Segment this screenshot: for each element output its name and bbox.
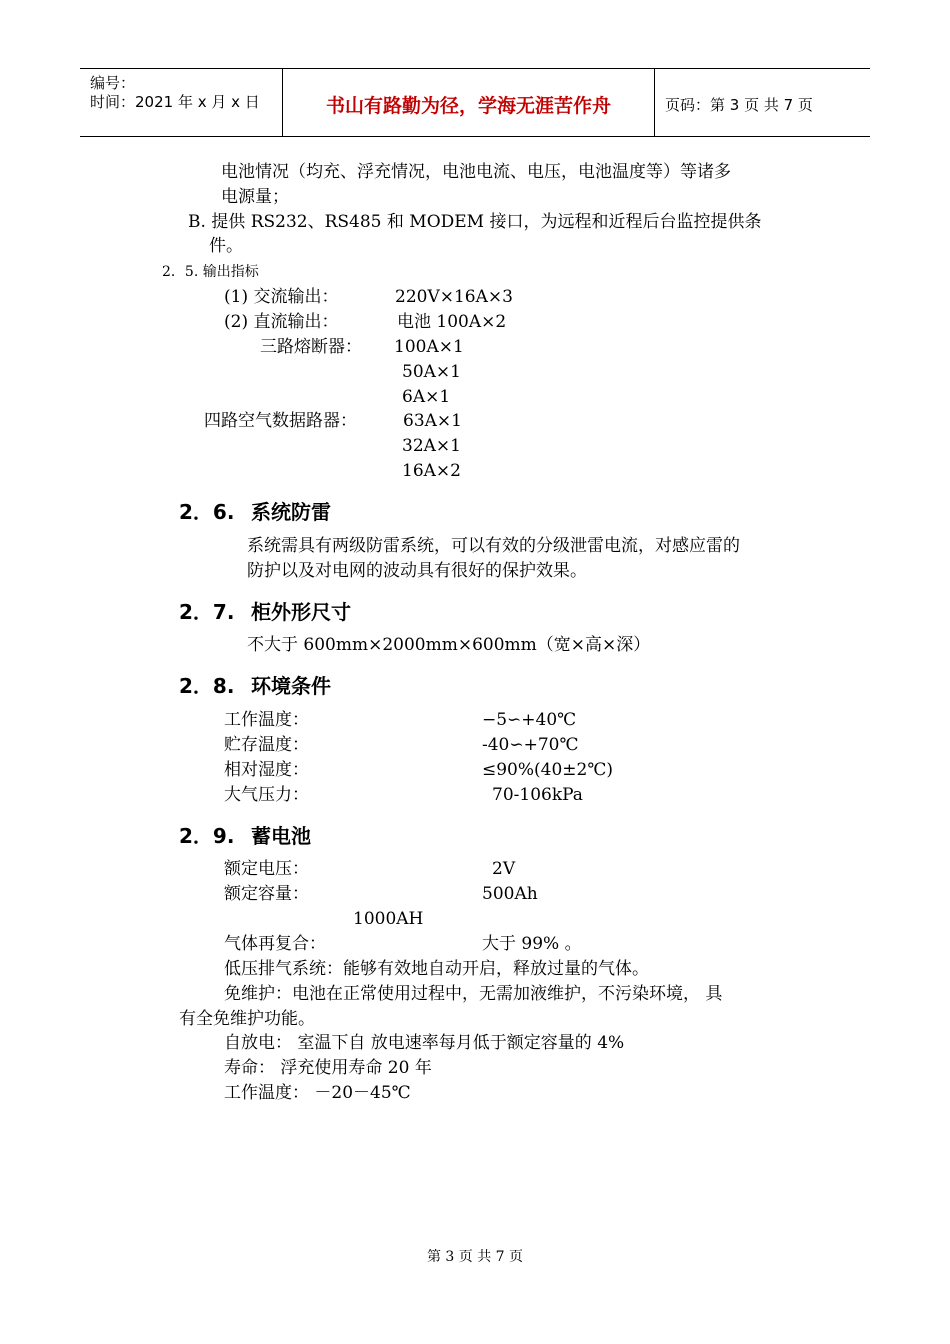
header-motto: 书山有路勤为径，学海无涯苦作舟 [325, 95, 611, 117]
date-line: 时间：2021 年 x 月 x 日 [90, 93, 260, 111]
battery-capacity-value-2: 1000AH [353, 909, 424, 929]
section-2-7-heading [179, 596, 351, 625]
ac-output-value: 220V×16A×3 [395, 287, 513, 307]
section-2-7-text: 不大于 600mm×2000mm×600mm（宽×高×深） [247, 635, 651, 655]
maintenance-free-line1: 免维护：电池在正常使用过程中，无需加液维护，不污染环境， 具 [224, 984, 723, 1004]
serial-label: 编号： [90, 74, 136, 92]
section-2-5-title: 2．5. 输出指标 [162, 264, 259, 280]
battery-info-line1: 电池情况（均充、浮充情况，电池电流、电压，电池温度等）等诸多 [221, 162, 731, 182]
env-row-label: 大气压力： [224, 785, 309, 805]
fuse-value-3: 6A×1 [402, 387, 451, 407]
battery-voltage-label: 额定电压： [224, 859, 309, 879]
battery-capacity-label: 额定容量： [224, 884, 309, 904]
exhaust-system-text: 低压排气系统：能够有效地自动开启，释放过量的气体。 [224, 959, 649, 979]
env-row-value: −5∽+40℃ [482, 710, 577, 730]
gas-recombination-value: 大于 99% 。 [482, 934, 582, 954]
env-row-value: 70-106kPa [492, 785, 583, 805]
env-row-label: 相对湿度： [224, 760, 309, 780]
maintenance-free-line2: 有全免维护功能。 [179, 1009, 315, 1029]
section-2-9-title: 蓄电池 [251, 824, 311, 848]
battery-capacity-value: 500Ah [482, 884, 538, 904]
fuse-value-1: 100A×1 [394, 337, 464, 357]
service-life-text: 寿命： 浮充使用寿命 20 年 [224, 1058, 432, 1078]
fuse-label: 三路熔断器： [260, 337, 362, 357]
section-2-6-line2: 防护以及对电网的波动具有很好的保护效果。 [247, 561, 587, 581]
header-middle-cell [283, 69, 655, 136]
env-row-label: 工作温度： [224, 710, 309, 730]
header-left-cell [80, 69, 283, 136]
battery-work-temp-text: 工作温度： －20－45℃ [224, 1083, 411, 1103]
dc-output-value: 电池 100A×2 [397, 312, 507, 332]
fuse-value-2: 50A×1 [402, 362, 461, 382]
section-2-6-line1: 系统需具有两级防雷系统，可以有效的分级泄雷电流，对感应雷的 [247, 536, 740, 556]
gas-recombination-label: 气体再复合： [224, 934, 326, 954]
section-2-7-title: 柜外形尺寸 [251, 600, 351, 624]
breaker-value-1: 63A×1 [403, 411, 462, 431]
page-footer: 第 3 页 共 7 页 [426, 1249, 524, 1265]
item-b-line1: B. 提供 RS232、RS485 和 MODEM 接口，为远程和近程后台监控提供条 [188, 212, 762, 232]
section-2-9-number: 2．9. [179, 824, 235, 848]
item-b-line2: 件。 [209, 236, 243, 256]
section-2-8-heading [179, 670, 331, 699]
self-discharge-text: 自放电： 室温下自 放电速率每月低于额定容量的 4% [224, 1033, 625, 1053]
section-2-9-heading [179, 820, 311, 849]
battery-info-line2: 电源量； [221, 187, 289, 207]
page-header [80, 68, 870, 137]
section-2-6-title: 系统防雷 [251, 500, 331, 524]
header-right-cell [655, 69, 870, 136]
env-row-label: 贮存温度： [224, 735, 309, 755]
breaker-value-3: 16A×2 [402, 461, 461, 481]
breaker-value-2: 32A×1 [402, 436, 461, 456]
battery-voltage-value: 2V [492, 859, 516, 879]
dc-output-label: (2) 直流输出： [224, 312, 339, 332]
ac-output-label: (1) 交流输出： [224, 287, 339, 307]
env-row-value: -40∽+70℃ [482, 735, 579, 755]
section-2-8-number: 2．8. [179, 674, 235, 698]
env-row-value: ≤90%(40±2℃) [482, 760, 614, 780]
section-2-7-number: 2．7. [179, 600, 235, 624]
section-2-8-title: 环境条件 [251, 674, 331, 698]
header-page-info: 页码：第 3 页 共 7 页 [665, 96, 813, 114]
section-2-6-number: 2．6. [179, 500, 235, 524]
section-2-6-heading [179, 496, 331, 525]
breaker-label: 四路空气数据路器： [204, 411, 357, 431]
